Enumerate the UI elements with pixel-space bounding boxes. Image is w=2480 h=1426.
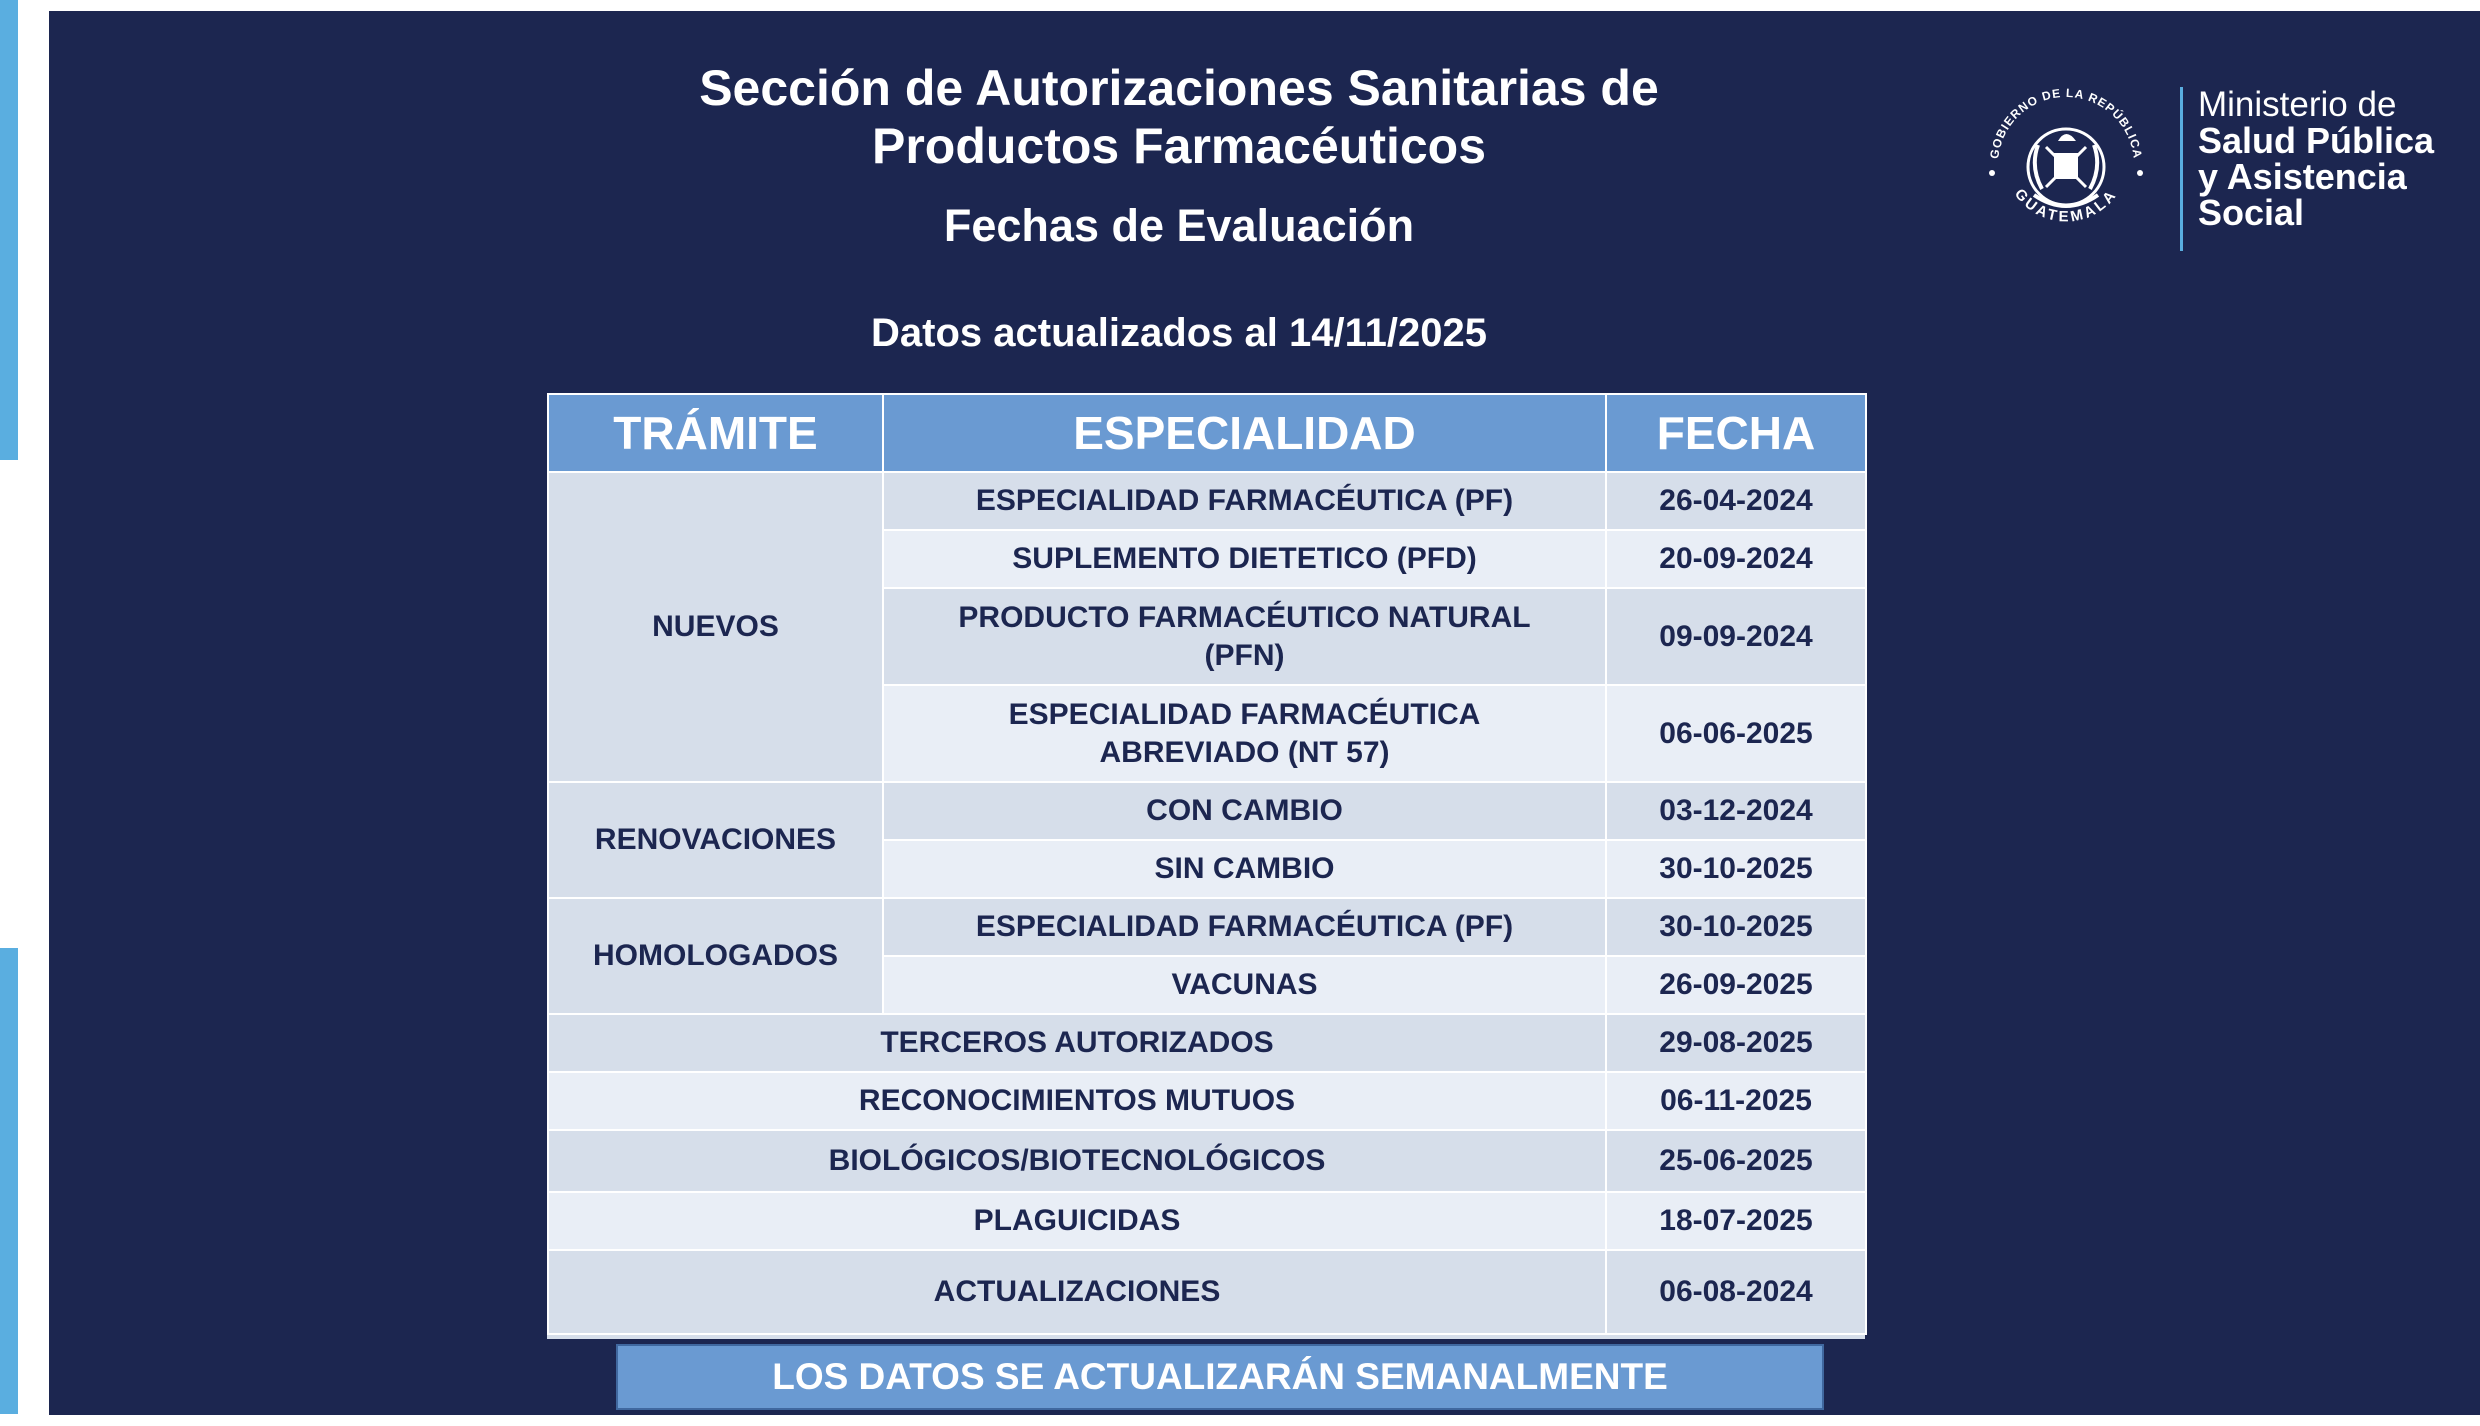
especialidad-cell: SUPLEMENTO DIETETICO (PFD) (883, 530, 1606, 588)
especialidad-cell: CON CAMBIO (883, 782, 1606, 840)
fecha-cell: 03-12-2024 (1606, 782, 1866, 840)
ministry-name (2198, 87, 2434, 231)
fecha-cell: 29-08-2025 (1606, 1014, 1866, 1072)
especialidad-line-2: ABREVIADO (NT 57) (1099, 735, 1390, 769)
guatemala-seal-icon (1976, 75, 2156, 255)
seal-top-text: GOBIERNO DE LA REPÚBLICA (1987, 85, 2145, 160)
weekly-update-notice: LOS DATOS SE ACTUALIZARÁN SEMANALMENTE (616, 1344, 1824, 1410)
fecha-cell: 18-07-2025 (1606, 1192, 1866, 1250)
slide (49, 11, 2480, 1415)
fecha-cell: 25-06-2025 (1606, 1130, 1866, 1192)
ministry-line-4: Social (2198, 192, 2305, 233)
especialidad-cell: VACUNAS (883, 956, 1606, 1014)
especialidad-line-1: PRODUCTO FARMACÉUTICO NATURAL (958, 600, 1531, 634)
especialidad-cell (883, 588, 1606, 685)
tramite-cell: TERCEROS AUTORIZADOS (548, 1014, 1606, 1072)
evaluation-table (547, 393, 1865, 1339)
header-fecha: FECHA (1606, 394, 1866, 472)
table-row (548, 472, 1866, 530)
table-row (548, 1072, 1866, 1130)
ministry-line-2: Salud Pública (2198, 120, 2435, 161)
table-row (548, 898, 1866, 956)
header-tramite: TRÁMITE (548, 394, 883, 472)
table-header-row (548, 394, 1866, 472)
fecha-cell: 06-08-2024 (1606, 1250, 1866, 1334)
page-subtitle: Fechas de Evaluación (943, 200, 1415, 251)
table-row (548, 1192, 1866, 1250)
especialidad-line-1: ESPECIALIDAD FARMACÉUTICA (1008, 697, 1481, 731)
page-title (49, 59, 2309, 175)
tramite-cell: PLAGUICIDAS (548, 1192, 1606, 1250)
table-row (548, 1014, 1866, 1072)
fecha-cell: 06-11-2025 (1606, 1072, 1866, 1130)
especialidad-line-2: (PFN) (1204, 638, 1285, 672)
especialidad-cell: ESPECIALIDAD FARMACÉUTICA (PF) (883, 898, 1606, 956)
fecha-cell: 26-09-2025 (1606, 956, 1866, 1014)
table-row (548, 1130, 1866, 1192)
especialidad-cell: ESPECIALIDAD FARMACÉUTICA (PF) (883, 472, 1606, 530)
updated-date: Datos actualizados al 14/11/2025 (871, 311, 1487, 355)
table-row (548, 1250, 1866, 1334)
tramite-cell: ACTUALIZACIONES (548, 1250, 1606, 1334)
fecha-cell: 26-04-2024 (1606, 472, 1866, 530)
left-accent-bar-bottom (0, 948, 18, 1414)
header-especialidad: ESPECIALIDAD (883, 394, 1606, 472)
especialidad-cell (883, 685, 1606, 782)
fecha-cell: 20-09-2024 (1606, 530, 1866, 588)
ministry-logo (1976, 75, 2436, 265)
tramite-cell: BIOLÓGICOS/BIOTECNOLÓGICOS (548, 1130, 1606, 1192)
logo-divider (2180, 87, 2183, 251)
fecha-cell: 30-10-2025 (1606, 898, 1866, 956)
group-nuevos: NUEVOS (548, 472, 883, 782)
svg-text:GOBIERNO DE LA REPÚBLICA (1987, 86, 2145, 160)
fecha-cell: 30-10-2025 (1606, 840, 1866, 898)
title-line-1: Sección de Autorizaciones Sanitarias de (699, 60, 1659, 116)
group-renovaciones: RENOVACIONES (548, 782, 883, 898)
seal-bottom-text: GUATEMALA (2011, 185, 2121, 226)
tramite-cell: RECONOCIMIENTOS MUTUOS (548, 1072, 1606, 1130)
table-row (548, 782, 1866, 840)
group-homologados: HOMOLOGADOS (548, 898, 883, 1014)
left-accent-bar-top (0, 0, 18, 460)
ministry-line-3: y Asistencia (2198, 156, 2407, 197)
fecha-cell: 06-06-2025 (1606, 685, 1866, 782)
fecha-cell: 09-09-2024 (1606, 588, 1866, 685)
especialidad-cell: SIN CAMBIO (883, 840, 1606, 898)
title-line-2: Productos Farmacéuticos (871, 118, 1487, 174)
ministry-line-1: Ministerio de (2198, 85, 2397, 124)
